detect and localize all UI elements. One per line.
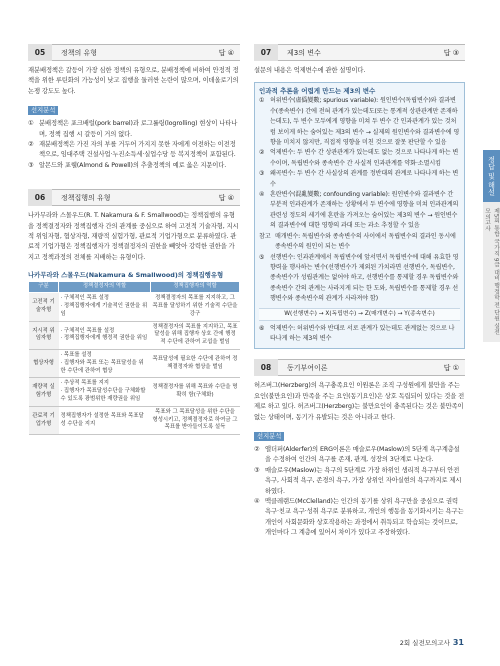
right-column xyxy=(254,44,465,539)
page-number: 31 xyxy=(452,638,464,647)
list-item: ④ 맥클레랜드(McClelland)는 인간의 동기를 상위 욕구만을 중심으로 권력 욕구·친교 욕구·성취 욕구로 분류하고, 개인의 행동을 동기화시키는 욕구는 개인이 사회문화와 상호작용하는 과정에서 취득되고 학습되는 것이므로, 개인마다 그 계층에 있어서 차이가 있다고 주장하였다. xyxy=(254,498,464,537)
table-header-row xyxy=(29,282,240,293)
third-variable-box xyxy=(254,82,465,349)
variable-formula: W(선행변수) → X(독립변수) → Z(매개변수) → Y(종속변수) xyxy=(259,308,460,321)
q05-analysis-tag: 선지분석 xyxy=(28,106,58,115)
answer-label: 답 ① xyxy=(443,363,459,372)
list-item: ⑥ 억제변수: 허위변수와 반대로 서로 관계가 있는데도 관계없는 것으로 나타나게 하는 제3의 변수 xyxy=(259,324,455,342)
list-item: ① 분배정책은 포크배럴(pork barrel)과 로그롤링(logrolling) 현상이 나타나며, 정책 집행 시 갈등이 거의 없다. xyxy=(28,120,238,138)
q06-intro: 나카무라와 스몰우드(R. T. Nakamura & F. Smallwood)는 정책집행의 유형을 정책결정자와 정책집행자 간의 관계를 중심으로 하여 고전적 기술자형, 지시적 위임자형, 협상자형, 재량적 실험가형, 관료적 기업가형으로 분류하였다. 관료적 기업가형은 정책집행자가 정책결정자의 권한을 빼앗아 강력한 권한을 가지고 정책과정의 전체를 지배하는 유형이다. xyxy=(28,212,239,261)
list-item: ③ 매슬로우(Maslow)는 욕구의 5단계로 가장 하위인 생리적 욕구부터 안전 욕구, 사회적 욕구, 존경의 욕구, 가장 상위인 자아실현의 욕구까지로 제시하였다. xyxy=(254,466,462,495)
list-item: ② 앨더퍼(Alderfer)의 ERG이론은 매슬로우(Maslow)의 5단계 욕구계층설을 수정하여 인간의 욕구를 존재, 관계, 성장의 3단계로 나눈다. xyxy=(254,445,460,464)
q05-items xyxy=(28,119,240,171)
table-row: 협상자형 · 목표를 설정 · 집행자와 목표 또는 목표달성을 위한 수단에 관하여 협상 목표달성에 필요한 수단에 관하여 정책결정자와 협상을 벌임 xyxy=(29,350,240,378)
question-07-header xyxy=(254,44,465,61)
question-number: 07 xyxy=(254,44,278,61)
question-number: 06 xyxy=(28,189,52,206)
exam-series-label: 제5회 통합 국가직 9급 대비 행정학 전 단원 실전 모의고사 xyxy=(483,202,500,342)
table-row: 지시적 위임자형 · 구체적인 목표를 설정 · 정책집행자에게 행정적 권한을 위임 정책결정자의 목표를 지지하고, 목표달성을 위해 집행자 상호 간에 행정적 수단에 관하여 교섭을 벌임 xyxy=(29,321,240,349)
list-item: ⑤ 선행변수: 인과관계에서 독립변수에 앞서면서 독립변수에 대해 유효한 영향력을 행사하는 변수(선행변수가 제외된 가치라면 선행변수, 독립변수, 종속변수가 성립관계는 없어야 하고, 선행변수를 통제할 경우 독립변수와 종속변수 간의 관계는 사라지게 되는 한 도와, 독립변수를 통제할 경우 선행변수와 종속변수의 관계가 사라져야 함) xyxy=(259,253,459,303)
answer-label: 답 ③ xyxy=(443,48,459,57)
list-item: ① 허위변수(虛僞變數; spurious variable): 원인변수(독립변수)와 결과변수(종속변수) 간에 전혀 관계가 있는데도(또는 통계적 상관관계만 존재하는데도), 두 변수 모두에게 영향을 미쳐 두 변수 간 인과관계가 있는 것처럼 보이게 하는 숨어있는 제3의 변수 → 실제의 원인변수와 결과변수에 영향을 미치지 않지만, 직접적 영향을 미친 것으로 잘못 판단할 수 있음 xyxy=(259,97,460,147)
table-row: 관료적 기업가형 정책집행자가 설정한 목표와 목표달성 수단을 지지 목표와 그 목표달성을 위한 수단을 형성시키고, 정책결정자로 하여금 그 목표를 받아들이도록 설득 xyxy=(29,406,240,434)
q07-intro: 설문의 내용은 억제변수에 관한 설명이다. xyxy=(254,67,366,74)
question-06-header xyxy=(28,189,240,206)
answer-section-tab[interactable]: 정답 및 해설 xyxy=(483,150,500,202)
list-item: ② 재분배정책은 가진 자의 부를 거두어 가지지 못한 자에게 이전하는 이전정책으로, 임대주택 건설사업·누진소득세·실업수당 등 복지정책이 포함된다. xyxy=(28,141,236,159)
q08-items xyxy=(254,445,465,539)
table-header: 정책결정자의 역할 xyxy=(59,282,151,293)
question-number: 08 xyxy=(254,359,278,376)
implementation-type-table xyxy=(28,281,240,435)
question-title: 동기부여이론 xyxy=(287,363,328,372)
page-footer xyxy=(400,638,464,647)
question-number: 05 xyxy=(28,44,52,61)
table-row: 고전적 기술자형 · 구체적인 목표 설정 · 정책집행자에게 기술적인 권한을 위임 정책결정자의 목표를 지지하고, 그 목표를 달성하기 위한 기술적 수단을 강구 xyxy=(29,293,240,321)
q05-intro: 재분배정책은 갈등이 가장 심한 정책의 유형으로, 분배정책에 비하여 안정적 정책을 위한 루틴화의 가능성이 낮고 집행을 둘러싼 논란이 많으며, 이데올로기의 논쟁 강도도 높다. xyxy=(28,67,239,95)
question-05-header xyxy=(28,44,240,61)
list-item: ② 억제변수: 두 변수 간 상관관계가 있는데도 없는 것으로 나타나게 하는 변수이며, 독립변수와 종속변수 간 사실적 인과관계를 약화·소멸시킴 xyxy=(259,149,459,167)
answer-label: 답 ④ xyxy=(218,48,234,57)
table-row: 재량적 실험가형 · 추상적 목표를 지지 · 집행자가 목표달성수단을 구체화할 수 있도록 광범위한 재량권을 위임 정책결정자를 위해 목표와 수단을 명확히 함(구체화) xyxy=(29,378,240,406)
table-header: 구분 xyxy=(29,282,59,293)
question-title: 제3의 변수 xyxy=(287,48,321,57)
list-item: ④ 혼란변수(混亂變數; confounding variable): 원인변수와 결과변수 간 부분적 인과관계가 존재하는 상황에서 두 변수에 영향을 미쳐 인과관계의 관련성 정도의 세기에 혼란을 가져오는 숨어있는 제3의 변수 → 원인변수의 결과변수에 대한 영향의 과대 또는 과소 추정할 수 있음 xyxy=(259,191,459,230)
q06-table-title: 나카무라와 스몰우드(Nakamura & Smallwood)의 정책집행유형 xyxy=(28,271,224,280)
q08-intro: 허즈버그(Herzberg)의 욕구충족요인 이원론은 조직 구성원에게 불만을 주는 요인(불만요인)과 만족을 주는 요인(동기요인)은 상호 독립되어 있다는 것을 전제로 하고 있다. 허즈버그(Herzberg)는 불만요인이 충족된다는 것은 불만족이 없는 상태이며, 동기가 유발되는 것은 아니라고 한다. xyxy=(254,382,465,421)
answer-label: 답 ④ xyxy=(218,193,234,202)
list-item: ③ 왜곡변수: 두 변수 간 사실상의 관계를 정반대의 관계로 나타나게 하는 변수 xyxy=(259,170,459,188)
table-header: 정책집행자의 역할 xyxy=(151,282,240,293)
question-08-header xyxy=(254,359,465,376)
box-title: 인과적 추론을 어렵게 만드는 제3의 변수 xyxy=(259,87,376,96)
list-item: 참고 매개변수: 독립변수와 종속변수의 사이에서 독립변수의 결과인 동시에 종속변수의 원인이 되는 변수 xyxy=(259,232,456,251)
footer-label: 2회 실전모의고사 xyxy=(399,639,450,647)
question-title: 정책집행의 유형 xyxy=(61,193,111,202)
question-title: 정책의 유형 xyxy=(61,48,98,57)
q08-analysis-tag: 선지분석 xyxy=(254,432,284,441)
left-column xyxy=(28,44,240,435)
list-item: ③ 알몬드와 포웰(Almond & Powell)의 추출정책의 예로 옳은 지문이다. xyxy=(28,161,227,169)
section-sidebar xyxy=(483,150,500,350)
